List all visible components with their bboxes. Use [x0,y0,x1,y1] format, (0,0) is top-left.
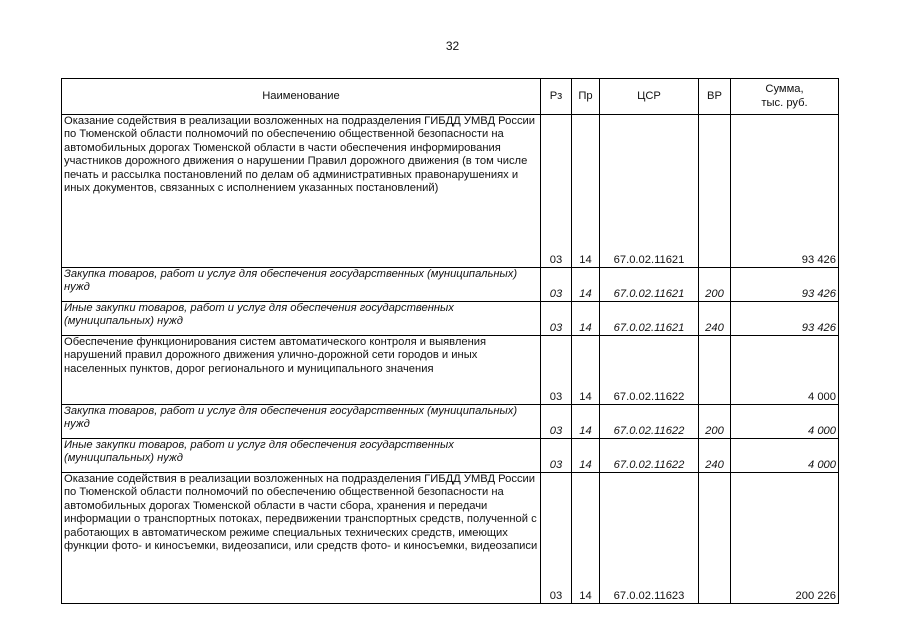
row-sum: 4 000 [731,405,839,439]
row-name: Обеспечение функционирования систем автоматического контроля и выявления нарушений правил дорожного движения улично-дорожной сети городов и иных населенных пунктов, дорог регионального и муниципального значения [62,336,541,405]
row-csr: 67.0.02.11621 [600,115,699,268]
row-pr: 14 [572,268,600,302]
table-row [62,405,839,439]
row-name: Оказание содействия в реализации возложенных на подразделения ГИБДД УМВД России по Тюменской области полномочий по обеспечению общественной безопасности на автомобильных дорогах Тюменской области в части обеспечения информирования участников дорожного движения о нарушении Правил дорожного движения (в том числе печать и рассылка постановлений по делам об административных правонарушениях и иных документов, связанных с исполнением указанных постановлений) [62,115,541,268]
row-pr: 14 [572,473,600,604]
row-sum: 4 000 [731,439,839,473]
header-vr: ВР [699,79,731,115]
row-vr [699,336,731,405]
row-name: Иные закупки товаров, работ и услуг для обеспечения государственных (муниципальных) нужд [62,439,541,473]
row-name: Оказание содействия в реализации возложенных на подразделения ГИБДД УМВД России по Тюменской области полномочий по обеспечению общественной безопасности на автомобильных дорогах Тюменской области в части сбора, хранения и передачи информации о транспортных потоках, передвижении транспортных средств, полученной с работающих в автоматическом режиме специальных технических средств, имеющих функции фото- и киносъемки, видеозаписи, или средств фото- и киносъемки, видеозаписи [62,473,541,604]
header-sum-line2: тыс. руб. [761,96,808,109]
row-csr: 67.0.02.11622 [600,336,699,405]
row-csr: 67.0.02.11623 [600,473,699,604]
table-row [62,473,839,604]
row-pr: 14 [572,302,600,336]
row-sum: 200 226 [731,473,839,604]
table-body [62,115,839,604]
header-name: Наименование [62,79,541,115]
row-rz: 03 [541,268,572,302]
header-rz: Рз [541,79,572,115]
row-pr: 14 [572,115,600,268]
row-rz: 03 [541,439,572,473]
row-vr: 200 [699,268,731,302]
row-csr: 67.0.02.11621 [600,302,699,336]
row-vr [699,473,731,604]
table-row [62,268,839,302]
row-name: Закупка товаров, работ и услуг для обеспечения государственных (муниципальных) нужд [62,405,541,439]
row-sum: 93 426 [731,115,839,268]
header-sum [731,79,839,115]
row-name: Закупка товаров, работ и услуг для обеспечения государственных (муниципальных) нужд [62,268,541,302]
page-number: 32 [445,39,460,53]
table-row [62,302,839,336]
row-csr: 67.0.02.11622 [600,405,699,439]
table-row [62,115,839,268]
table-header-row [62,79,839,115]
row-rz: 03 [541,336,572,405]
header-pr: Пр [572,79,600,115]
row-csr: 67.0.02.11621 [600,268,699,302]
row-vr: 240 [699,302,731,336]
row-rz: 03 [541,405,572,439]
row-rz: 03 [541,115,572,268]
row-csr: 67.0.02.11622 [600,439,699,473]
table-row [62,439,839,473]
budget-table [61,78,839,604]
row-pr: 14 [572,336,600,405]
row-vr [699,115,731,268]
row-sum: 93 426 [731,268,839,302]
row-name: Иные закупки товаров, работ и услуг для обеспечения государственных (муниципальных) нужд [62,302,541,336]
header-csr: ЦСР [600,79,699,115]
row-pr: 14 [572,405,600,439]
row-rz: 03 [541,473,572,604]
row-pr: 14 [572,439,600,473]
table-row [62,336,839,405]
header-sum-line1: Сумма, [765,83,804,96]
row-sum: 93 426 [731,302,839,336]
row-vr: 200 [699,405,731,439]
row-vr: 240 [699,439,731,473]
row-sum: 4 000 [731,336,839,405]
row-rz: 03 [541,302,572,336]
